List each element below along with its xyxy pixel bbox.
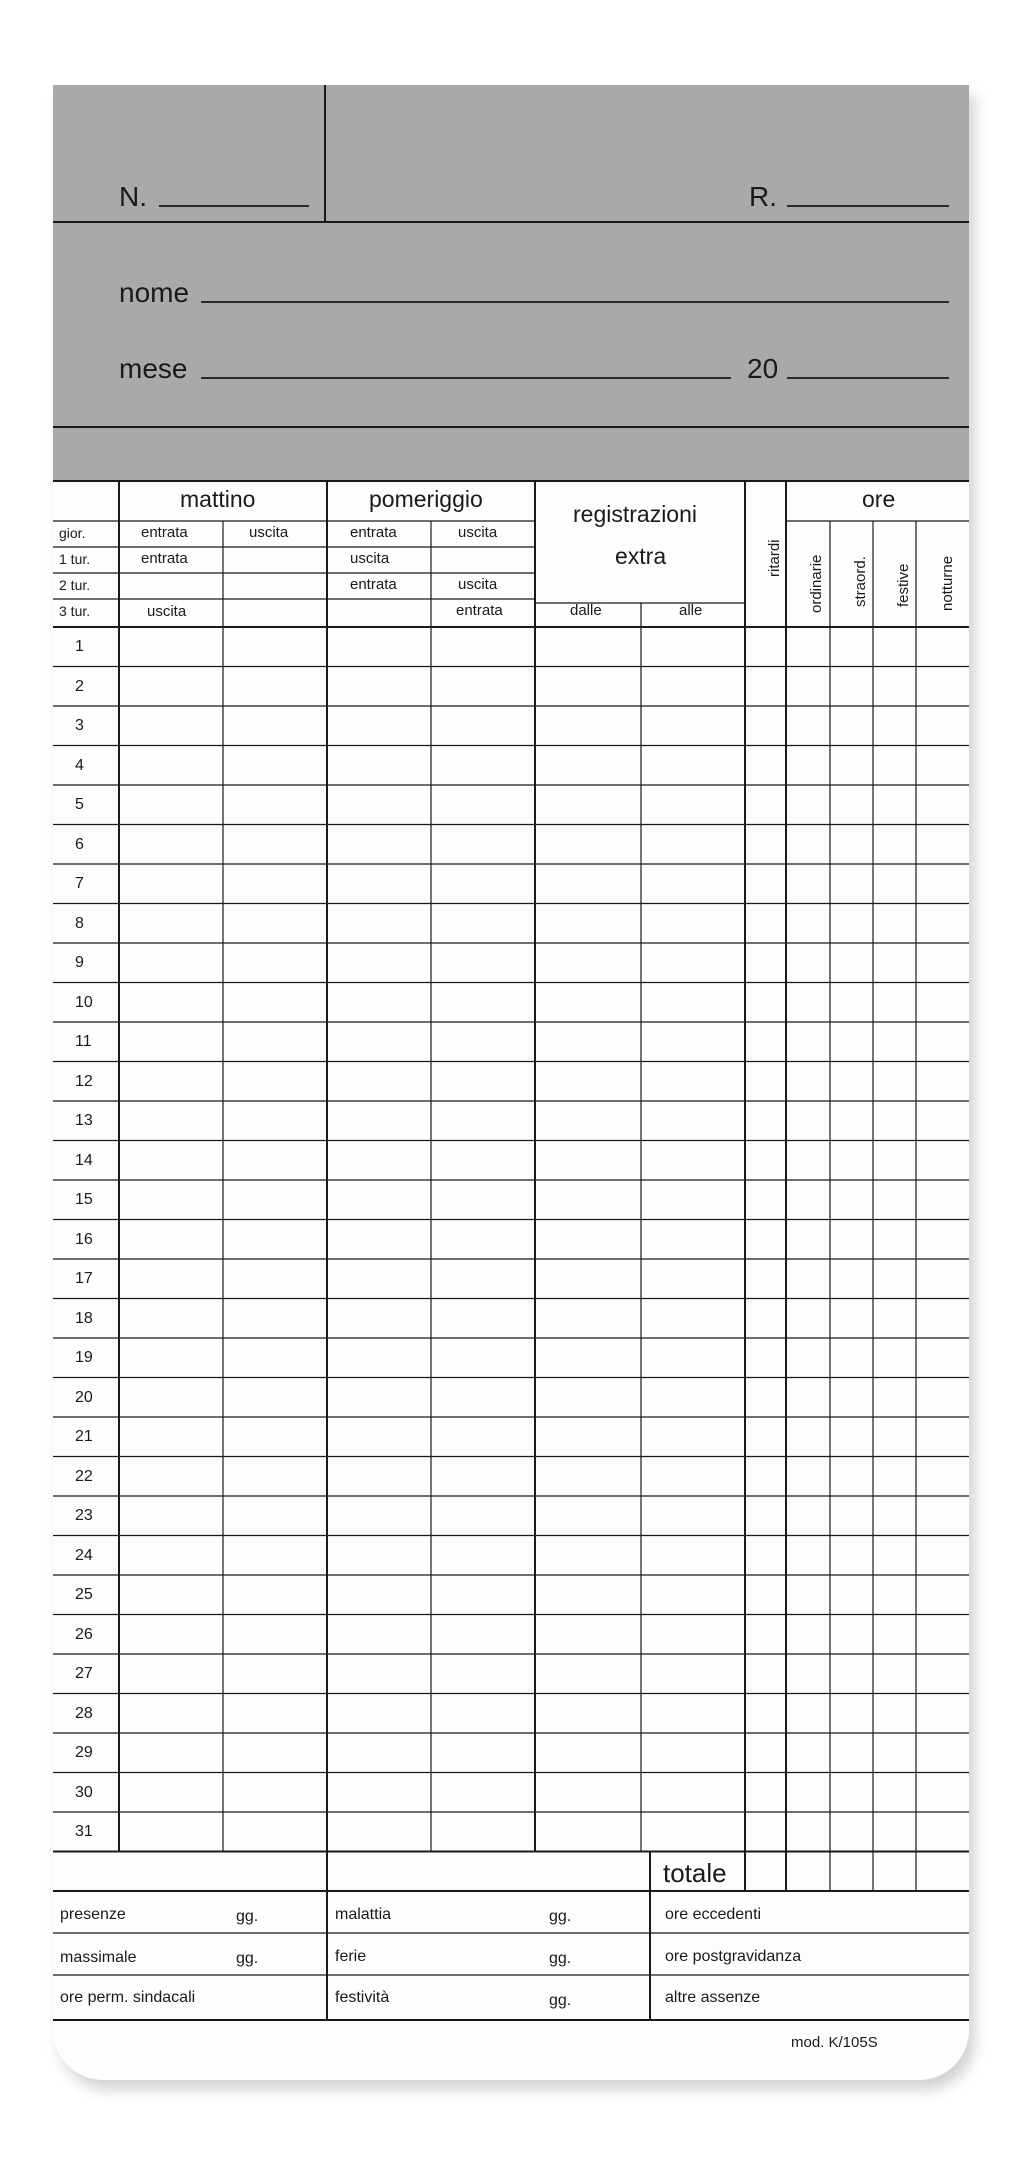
day-number: 18 bbox=[75, 1309, 93, 1327]
presenze-gg: gg. bbox=[236, 1908, 259, 1925]
day-number: 21 bbox=[75, 1428, 93, 1445]
presenze-label: presenze bbox=[60, 1906, 126, 1923]
day-number: 5 bbox=[75, 796, 84, 813]
day-number: 30 bbox=[75, 1783, 93, 1801]
day-number: 2 bbox=[75, 677, 84, 695]
day-number: 13 bbox=[75, 1112, 93, 1129]
ritardi-header: ritardi bbox=[766, 539, 783, 577]
day-number: 4 bbox=[75, 756, 84, 774]
mese-label: mese bbox=[119, 353, 188, 384]
timecard-grid bbox=[53, 85, 969, 2080]
timecard bbox=[53, 85, 969, 2080]
mattino-header: mattino bbox=[180, 486, 256, 512]
tur1-mattino-entrata: entrata bbox=[141, 550, 188, 567]
tur3-mattino-uscita: uscita bbox=[147, 603, 187, 620]
day-number: 22 bbox=[75, 1467, 93, 1485]
day-number: 9 bbox=[75, 954, 84, 971]
tur2-pomeriggio-uscita: uscita bbox=[458, 576, 498, 593]
day-number: 29 bbox=[75, 1744, 93, 1761]
tur3-pomeriggio-entrata: entrata bbox=[456, 602, 503, 619]
gior-mattino-uscita: uscita bbox=[249, 524, 289, 541]
registrazioni-header: registrazioni bbox=[573, 501, 697, 527]
day-number: 17 bbox=[75, 1270, 93, 1287]
day-number: 8 bbox=[75, 914, 84, 932]
festivita-label: festività bbox=[335, 1989, 390, 2006]
day-number: 1 bbox=[75, 638, 84, 655]
day-number: 7 bbox=[75, 875, 84, 892]
day-number: 10 bbox=[75, 993, 93, 1011]
day-number: 11 bbox=[75, 1033, 92, 1050]
tur1-pomeriggio-uscita: uscita bbox=[350, 550, 390, 567]
day-number: 16 bbox=[75, 1230, 93, 1248]
n-label: N. bbox=[119, 181, 147, 212]
gior-label: gior. bbox=[59, 525, 86, 541]
day-number: 3 bbox=[75, 717, 84, 734]
day-number: 27 bbox=[75, 1665, 93, 1682]
day-number: 6 bbox=[75, 835, 84, 853]
day-number: 20 bbox=[75, 1388, 93, 1406]
ore-header: ore bbox=[862, 486, 896, 512]
day-number: 31 bbox=[75, 1823, 93, 1840]
gior-pomeriggio-entrata: entrata bbox=[350, 524, 397, 541]
day-number: 23 bbox=[75, 1507, 93, 1524]
extra-header: extra bbox=[615, 543, 667, 569]
nome-label: nome bbox=[119, 277, 190, 308]
ferie-gg: gg. bbox=[549, 1950, 572, 1967]
massimale-gg: gg. bbox=[236, 1950, 259, 1967]
ordinarie-header: ordinarie bbox=[808, 554, 825, 613]
day-number: 19 bbox=[75, 1349, 93, 1366]
tur2-label: 2 tur. bbox=[59, 577, 91, 593]
tur2-pomeriggio-entrata: entrata bbox=[350, 576, 397, 593]
tur3-label: 3 tur. bbox=[59, 603, 91, 619]
year-prefix: 20 bbox=[747, 353, 779, 384]
alle-label: alle bbox=[679, 602, 703, 619]
day-number: 28 bbox=[75, 1704, 93, 1722]
malattia-label: malattia bbox=[335, 1906, 392, 1923]
model-code: mod. K/105S bbox=[791, 2034, 878, 2051]
ore-perm-label: ore perm. sindacali bbox=[60, 1989, 196, 2006]
totale-label: totale bbox=[663, 1858, 727, 1888]
massimale-label: massimale bbox=[60, 1949, 137, 1966]
pomeriggio-header: pomeriggio bbox=[369, 486, 483, 512]
day-number: 15 bbox=[75, 1191, 93, 1208]
ore-eccedenti-label: ore eccedenti bbox=[665, 1906, 762, 1923]
malattia-gg: gg. bbox=[549, 1908, 572, 1925]
dalle-label: dalle bbox=[570, 602, 602, 619]
day-number: 12 bbox=[75, 1072, 93, 1090]
festive-header: festive bbox=[895, 563, 912, 607]
ore-postgravidanza-label: ore postgravidanza bbox=[665, 1948, 802, 1965]
gior-pomeriggio-uscita: uscita bbox=[458, 524, 498, 541]
ferie-label: ferie bbox=[335, 1948, 367, 1965]
day-number: 14 bbox=[75, 1151, 93, 1169]
day-number: 24 bbox=[75, 1546, 93, 1564]
day-number: 26 bbox=[75, 1625, 93, 1643]
straord-header: straord. bbox=[852, 556, 869, 607]
day-number: 25 bbox=[75, 1586, 93, 1603]
tur1-label: 1 tur. bbox=[59, 551, 91, 567]
altre-assenze-label: altre assenze bbox=[665, 1989, 761, 2006]
festivita-gg: gg. bbox=[549, 1992, 572, 2009]
gior-mattino-entrata: entrata bbox=[141, 524, 188, 541]
notturne-header: notturne bbox=[939, 555, 956, 611]
r-label: R. bbox=[749, 181, 777, 212]
